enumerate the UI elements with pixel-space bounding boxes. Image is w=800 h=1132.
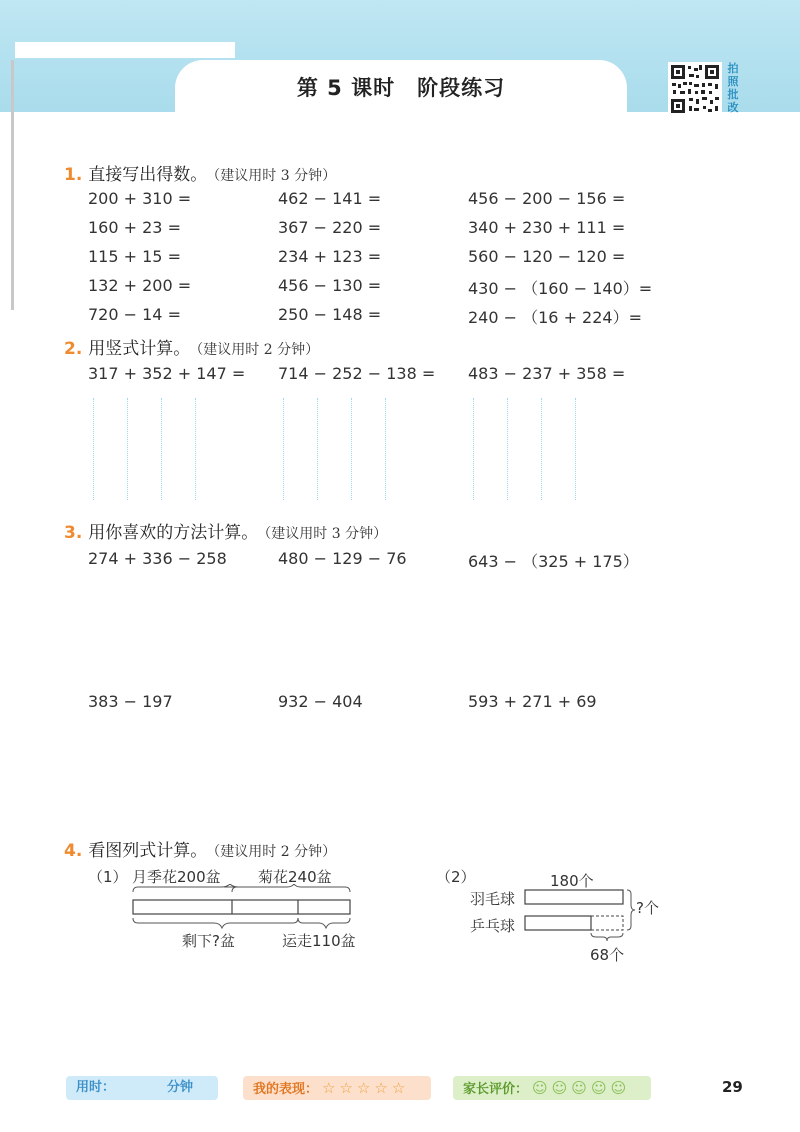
diagram2-label: （2） bbox=[436, 868, 476, 886]
work-guide-line bbox=[507, 398, 508, 500]
q1-expr: 720 − 14 = bbox=[88, 305, 181, 324]
diagram1-label: （1） bbox=[88, 868, 128, 886]
diagram1-bottom-left: 剩下?盆 bbox=[182, 932, 235, 950]
q3-number: 3. bbox=[64, 523, 83, 543]
self-rating-label: 我的表现： bbox=[253, 1082, 319, 1097]
q3-expr: 932 − 404 bbox=[278, 692, 363, 711]
q2-expr: 483 − 237 + 358 = bbox=[468, 364, 626, 383]
q4-text: 看图列式计算。 bbox=[88, 841, 208, 861]
work-guide-line bbox=[541, 398, 542, 500]
q1-expr: 132 + 200 = bbox=[88, 276, 192, 295]
smiley-icon[interactable]: ☺ bbox=[551, 1079, 568, 1097]
header-strip bbox=[15, 42, 235, 58]
q1-text: 直接写出得数。 bbox=[88, 165, 208, 185]
diagram1-top-left: 月季花200盆 bbox=[132, 868, 221, 886]
work-guide-line bbox=[473, 398, 474, 500]
work-guide-line bbox=[351, 398, 352, 500]
q2-heading bbox=[64, 334, 319, 359]
q1-expr: 234 + 123 = bbox=[278, 247, 382, 266]
q1-expr: 340 + 230 + 111 = bbox=[468, 218, 626, 237]
q1-expr: 200 + 310 = bbox=[88, 189, 192, 208]
scan-grading-label: 拍 照 批 改 bbox=[727, 62, 739, 114]
work-guide-line bbox=[575, 398, 576, 500]
self-rating-box bbox=[243, 1076, 431, 1100]
q3-expr: 383 − 197 bbox=[88, 692, 173, 711]
parent-rating-box bbox=[453, 1076, 651, 1100]
time-label: 用时： bbox=[76, 1080, 116, 1095]
diagram2-row2: 乒乓球 bbox=[470, 917, 516, 935]
parent-rating-label: 家长评价： bbox=[463, 1082, 529, 1097]
smiley-icon[interactable]: ☺ bbox=[571, 1079, 587, 1097]
q1-expr: 430 − （160 − 140）= bbox=[468, 279, 653, 298]
q1-expr: 462 − 141 = bbox=[278, 189, 382, 208]
q4-heading bbox=[64, 836, 336, 861]
star-icon[interactable]: ☆ bbox=[374, 1079, 388, 1097]
qr-code-icon[interactable] bbox=[668, 62, 722, 116]
diagram2-bottom: 68个 bbox=[590, 946, 625, 964]
smiley-icon[interactable]: ☺ bbox=[590, 1079, 607, 1097]
diagram1-top-right: 菊花240盆 bbox=[258, 868, 332, 886]
page-number: 29 bbox=[722, 1078, 743, 1096]
star-icon[interactable]: ☆ bbox=[356, 1079, 371, 1097]
diagram2-bars bbox=[520, 884, 650, 942]
q2-text: 用竖式计算。 bbox=[88, 339, 191, 359]
diagram1-bars bbox=[126, 884, 362, 934]
q3-expr: 643 − （325 + 175） bbox=[468, 552, 639, 571]
diagram1-bottom-right: 运走110盆 bbox=[282, 932, 356, 950]
lesson-number: 第 5 课时 bbox=[296, 76, 396, 100]
q1-number: 1. bbox=[64, 165, 83, 185]
q1-expr: 240 − （16 + 224）= bbox=[468, 308, 643, 327]
q1-expr: 560 − 120 − 120 = bbox=[468, 247, 626, 266]
time-unit: 分钟 bbox=[167, 1080, 194, 1095]
diagram2-row1: 羽毛球 bbox=[470, 890, 516, 908]
time-spent-box[interactable] bbox=[66, 1076, 218, 1100]
page-title bbox=[175, 72, 627, 102]
work-guide-line bbox=[93, 398, 94, 500]
star-icon[interactable]: ☆ bbox=[339, 1079, 353, 1097]
q4-number: 4. bbox=[64, 841, 83, 861]
work-guide-line bbox=[385, 398, 386, 500]
q1-expr: 160 + 23 = bbox=[88, 218, 181, 237]
work-guide-line bbox=[317, 398, 318, 500]
lesson-title: 阶段练习 bbox=[417, 76, 506, 100]
q3-expr: 480 − 129 − 76 bbox=[278, 549, 407, 568]
star-icon[interactable]: ☆ bbox=[391, 1079, 406, 1097]
q3-heading bbox=[64, 518, 387, 543]
q2-number: 2. bbox=[64, 339, 83, 359]
q1-expr: 456 − 200 − 156 = bbox=[468, 189, 626, 208]
diagram2-top: 180个 bbox=[550, 872, 594, 890]
q2-hint: （建议用时 2 分钟） bbox=[196, 342, 320, 358]
q4-hint: （建议用时 2 分钟） bbox=[213, 844, 337, 860]
q1-expr: 456 − 130 = bbox=[278, 276, 382, 295]
q3-text: 用你喜欢的方法计算。 bbox=[88, 523, 259, 543]
q1-heading bbox=[64, 160, 336, 185]
q2-expr: 317 + 352 + 147 = bbox=[88, 364, 246, 383]
binding-edge bbox=[11, 60, 14, 310]
star-icon[interactable]: ☆ bbox=[322, 1079, 336, 1097]
work-guide-line bbox=[283, 398, 284, 500]
diagram2-right: ?个 bbox=[636, 899, 659, 917]
q1-hint: （建议用时 3 分钟） bbox=[213, 168, 337, 184]
work-guide-line bbox=[127, 398, 128, 500]
q1-expr: 115 + 15 = bbox=[88, 247, 181, 266]
smiley-icon[interactable]: ☺ bbox=[610, 1079, 627, 1097]
q3-expr: 593 + 271 + 69 bbox=[468, 692, 597, 711]
q2-expr: 714 − 252 − 138 = bbox=[278, 364, 436, 383]
q3-hint: （建议用时 3 分钟） bbox=[264, 526, 388, 542]
q1-expr: 250 − 148 = bbox=[278, 305, 382, 324]
q3-expr: 274 + 336 − 258 bbox=[88, 549, 227, 568]
work-guide-line bbox=[161, 398, 162, 500]
smiley-icon[interactable]: ☺ bbox=[532, 1079, 548, 1097]
q1-expr: 367 − 220 = bbox=[278, 218, 382, 237]
work-guide-line bbox=[195, 398, 196, 500]
